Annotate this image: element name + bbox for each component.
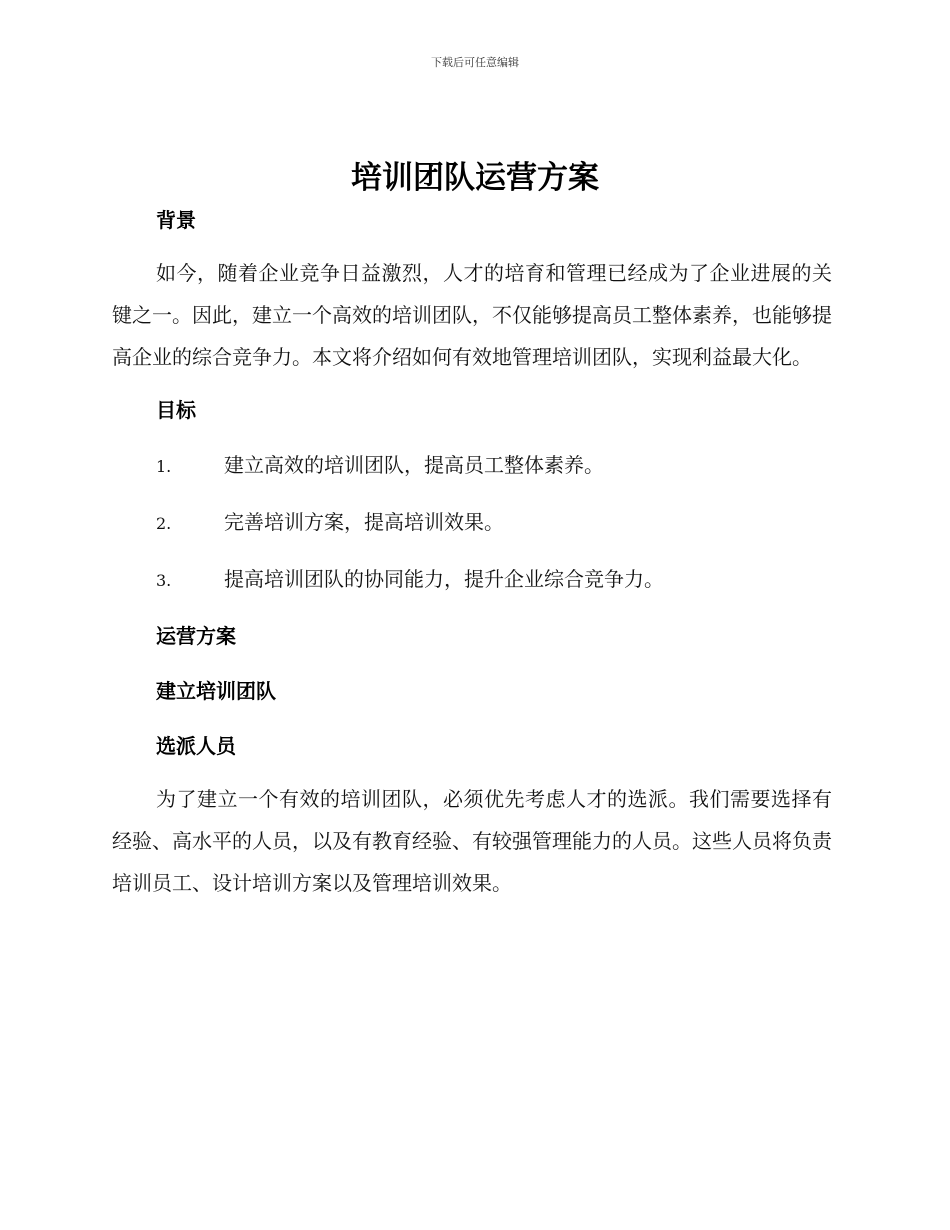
section-heading-background: 背景 bbox=[156, 208, 196, 232]
goal-text: 提高培训团队的协同能力，提升企业综合竞争力。 bbox=[224, 567, 664, 591]
document-title: 培训团队运营方案 bbox=[351, 160, 599, 196]
goal-number: 1. bbox=[156, 457, 172, 476]
goal-text: 完善培训方案，提高培训效果。 bbox=[224, 510, 504, 534]
header-note: 下载后可任意编辑 bbox=[431, 56, 519, 69]
goal-text: 建立高效的培训团队，提高员工整体素养。 bbox=[224, 453, 604, 477]
goal-list-item bbox=[112, 559, 832, 601]
goal-number: 3. bbox=[156, 571, 172, 590]
background-paragraph: 如今，随着企业竞争日益激烈，人才的培育和管理已经成为了企业进展的关键之一。因此，建立一个高效的培训团队，不仅能够提高员工整体素养，也能够提高企业的综合竞争力。本文将介绍如何有效地管理培训团队，实现利益最大化。 bbox=[112, 261, 832, 369]
section-heading-plan: 运营方案 bbox=[156, 624, 236, 648]
document-body bbox=[112, 200, 832, 904]
goal-number: 2. bbox=[156, 514, 172, 533]
section-heading-goals: 目标 bbox=[156, 398, 196, 422]
goal-list-item bbox=[112, 445, 832, 487]
goal-list-item bbox=[112, 502, 832, 544]
select-staff-paragraph: 为了建立一个有效的培训团队，必须优先考虑人才的选派。我们需要选择有经验、高水平的人员，以及有教育经验、有较强管理能力的人员。这些人员将负责培训员工、设计培训方案以及管理培训效果。 bbox=[112, 787, 832, 895]
sub-heading-select-staff: 选派人员 bbox=[156, 734, 236, 758]
sub-heading-build-team: 建立培训团队 bbox=[156, 679, 276, 703]
